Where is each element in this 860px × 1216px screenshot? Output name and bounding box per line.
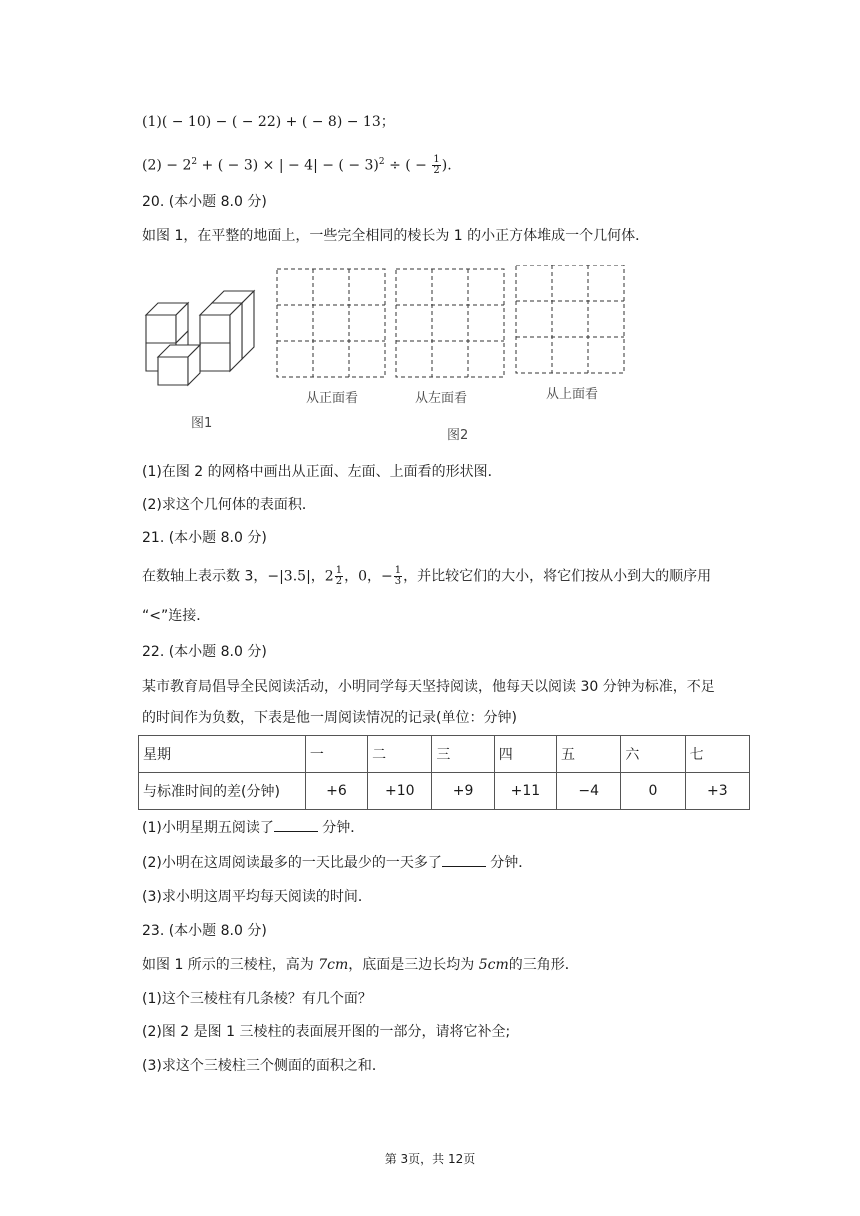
q21-stem-b: ，并比较它们的大小，将它们按从小到大的顺序用 <box>403 568 712 585</box>
table-cell: 三 <box>432 736 494 773</box>
table-cell: 六 <box>621 736 685 773</box>
q20-part2: (2)求这个几何体的表面积． <box>142 497 316 513</box>
q22-part1 <box>142 817 364 838</box>
frac-den: 3 <box>394 576 402 587</box>
q23-part2: (2)图 2 是图 1 三棱柱的表面展开图的一部分，请将它补全; <box>142 1024 511 1040</box>
table-cell: 二 <box>368 736 432 773</box>
q22-p1-b: 分钟． <box>317 820 365 836</box>
table-cell: 一 <box>305 736 367 773</box>
q22-header: 22. (本小题 8.0 分) <box>142 644 267 660</box>
q21-num-abs: −|3.5| <box>267 568 311 585</box>
q19-part2 <box>142 152 452 176</box>
q21-stem-a: 在数轴上表示数 3， <box>142 568 268 585</box>
frac-den: 2 <box>433 165 440 177</box>
q22-stem1: 某市教育局倡导全民阅读活动，小明同学每天坚持阅读，他每天以阅读 30 分钟为标准，不足 <box>142 679 715 695</box>
table-cell: +11 <box>494 773 556 810</box>
table-cell: 与标准时间的差(分钟) <box>139 773 306 810</box>
q21-mixed-frac <box>335 566 343 587</box>
q19-p2-exp2: 2 <box>378 157 385 167</box>
fig1-caption: 图1 <box>191 416 213 431</box>
figure-2-grids <box>276 265 626 380</box>
table-cell: 0 <box>621 773 685 810</box>
q22-stem2: 的时间作为负数，下表是他一周阅读情况的记录(单位：分钟) <box>142 710 517 726</box>
q21-neg-sign: − <box>381 568 393 585</box>
q19-p2-mid: + ( − 3) × | − 4| − ( − 3) <box>197 157 379 174</box>
q21-zero: 0 <box>358 568 368 585</box>
q22-p2-a: (2)小明在这周阅读最多的一天比最少的一天多了 <box>142 855 442 871</box>
table-row <box>139 773 750 810</box>
table-cell: +3 <box>685 773 749 810</box>
q20-part1: (1)在图 2 的网格中画出从正面、左面、上面看的形状图． <box>142 464 502 480</box>
q22-p1-a: (1)小明星期五阅读了 <box>142 820 274 836</box>
q19-p2-prefix: (2) − 2 <box>142 157 192 174</box>
frac-num: 1 <box>394 565 402 576</box>
answer-blank[interactable] <box>274 817 318 832</box>
frac-num: 1 <box>335 565 343 576</box>
q21-neg-frac <box>394 566 402 587</box>
q19-p2-exp1: 2 <box>191 157 198 167</box>
grid-label-front: 从正面看 <box>306 391 359 406</box>
q21-header: 21. (本小题 8.0 分) <box>142 530 267 546</box>
q23-part1: (1)这个三棱柱有几条棱？有几个面？ <box>142 991 372 1007</box>
page-footer: 第 3页，共 12页 <box>384 1152 476 1166</box>
q21-sep2: ， <box>344 568 359 585</box>
q23-stem-c: 的三角形． <box>508 957 579 973</box>
q21-sep3: ， <box>367 568 382 585</box>
q21-sep1: ， <box>310 568 325 585</box>
q22-part2 <box>142 852 532 873</box>
reading-record-table <box>138 735 750 810</box>
q19-p2-div: ÷ ( − <box>384 157 432 174</box>
table-cell: +9 <box>432 773 494 810</box>
q23-height: 7cm <box>318 957 349 973</box>
q20-stem: 如图 1，在平整的地面上，一些完全相同的棱长为 1 的小正方体堆成一个几何体． <box>142 228 650 244</box>
q20-header: 20. (本小题 8.0 分) <box>142 194 267 210</box>
q19-p2-fraction <box>432 155 440 176</box>
q21-mixed-whole: 2 <box>324 568 334 585</box>
q22-p2-b: 分钟． <box>485 855 533 871</box>
q23-stem-b: ，底面是三边长均为 <box>348 957 479 973</box>
q22-part3: (3)求小明这周平均每天阅读的时间． <box>142 889 372 905</box>
q19-part1: (1)( − 10) − ( − 22) + ( − 8) − 13； <box>142 114 395 130</box>
q23-part3: (3)求这个三棱柱三个侧面的面积之和． <box>142 1058 386 1074</box>
fig2-caption: 图2 <box>447 428 469 443</box>
table-cell: −4 <box>557 773 621 810</box>
table-cell: +10 <box>368 773 432 810</box>
q23-header: 23. (本小题 8.0 分) <box>142 923 267 939</box>
grid-label-top: 从上面看 <box>546 387 599 402</box>
table-cell: 星期 <box>139 736 306 773</box>
table-cell: 五 <box>557 736 621 773</box>
answer-blank[interactable] <box>442 852 486 867</box>
table-cell: 七 <box>685 736 749 773</box>
table-cell: +6 <box>305 773 367 810</box>
table-cell: 四 <box>494 736 556 773</box>
q23-stem <box>142 955 579 975</box>
q19-p2-end: ). <box>441 157 452 174</box>
frac-den: 2 <box>335 576 343 587</box>
q21-line2: “<”连接． <box>142 608 211 624</box>
q21-stem <box>142 566 711 587</box>
grid-label-left: 从左面看 <box>415 391 468 406</box>
figure-1-cube-stack <box>140 285 265 393</box>
q23-side: 5cm <box>478 957 509 973</box>
frac-num: 1 <box>433 154 440 166</box>
table-row <box>139 736 750 773</box>
q23-stem-a: 如图 1 所示的三棱柱，高为 <box>142 957 319 973</box>
